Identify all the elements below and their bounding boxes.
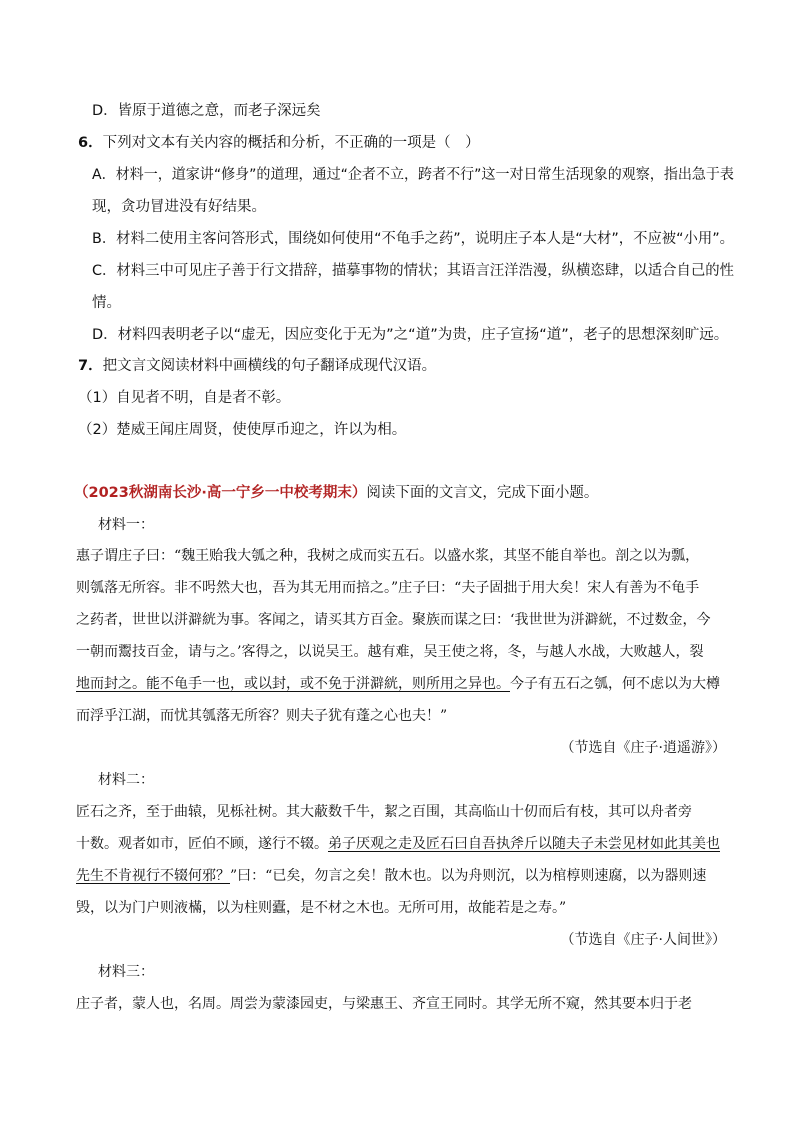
q7-item-1: （1）自见者不明，自是者不彰。 (78, 390, 291, 406)
underlined-sentence: 或以封，或不免于洴澼絖，则所用之异也。 (244, 676, 510, 692)
underlined-sentence: 先生不肯视行不辍何邪？ (76, 868, 230, 884)
q5-option-d: D．皆原于道德之意，而老子深远矣 (92, 103, 321, 119)
material-1-citation: （节选自《庄子·逍遥游》） (560, 740, 726, 756)
material-1-line: 惠子谓庄子曰：“魏王贻我大瓠之种，我树之成而实五石。以盛水浆，其坚不能自举也。剖之以为瓢， (76, 548, 700, 564)
material-3-line: 庄子者，蒙人也，名周。周尝为蒙漆园吏，与梁惠王、齐宣王同时。其学无所不窥，然其要本归于老 (76, 996, 692, 1012)
q6-option-c-line2: 情。 (92, 295, 121, 311)
material-2-title: 材料二： (98, 772, 154, 788)
material-1-line: 则瓠落无所容。非不呺然大也，吾为其无用而掊之。”庄子曰：“夫子固拙于用大矣！宋人有善为不龟手 (76, 580, 700, 596)
material-2-line: 先生不肯视行不辍何邪？”曰：“已矣，勿言之矣！散木也。以为舟则沉，以为棺椁则速腐，以为器则速 (76, 868, 707, 884)
source-close: ） (351, 485, 367, 501)
source-tag: 2023秋湖南长沙·高一宁乡一中校考期末 (88, 485, 352, 501)
q6-option-a-line1: A．材料一，道家讲“修身”的道理，通过“企者不立，跨者不行”这一对日常生活现象的观察，指出急于表 (92, 167, 734, 183)
question-7 (78, 356, 436, 376)
underlined-sentence: 弟子厌观之走及匠石曰自吾执斧斤以随夫子未尝见材如此其美也 (328, 836, 720, 852)
question-number: 6． (78, 135, 103, 151)
q6-option-c-line1: C．材料三中可见庄子善于行文措辞，描摹事物的情状；其语言汪洋浩漫，纵横恣肆，以适合自己的性 (92, 263, 734, 279)
material-1-title: 材料一： (98, 517, 154, 533)
q6-option-d: D．材料四表明老子以“虚无，因应变化于无为”之“道”为贵，庄子宣扬“道”，老子的思想深刻旷远。 (92, 327, 729, 343)
material-1-line: 一朝而鬻技百金，请与之。’客得之，以说吴王。越有难，吴王使之将，冬，与越人水战，大败越人，裂 (76, 644, 704, 660)
material-2-citation: （节选自《庄子·人间世》） (560, 932, 726, 948)
material-1-line: 之药者，世世以洴澼絖为事。客闻之，请买其方百金。聚族而谋之曰：‘我世世为洴澼絖，不过数金，今 (76, 612, 711, 628)
source-line (74, 483, 598, 503)
material-2-line: 十数。观者如市，匠伯不顾，遂行不辍。弟子厌观之走及匠石曰自吾执斧斤以随夫子未尝见材如此其美也 (76, 836, 720, 852)
material-2-line: 匠石之齐，至于曲辕，见栎社树。其大蔽数千牛，絜之百围，其高临山十仞而后有枝，其可以舟者旁 (76, 804, 692, 820)
source-instruction: 阅读下面的文言文，完成下面小题。 (366, 485, 599, 501)
question-number: 7． (78, 358, 103, 374)
material-2-line: 毁，以为门户则液樠，以为柱则蠹，是不材之木也。无所可用，故能若是之寿。” (76, 900, 567, 916)
question-stem: 把文言文阅读材料中画横线的句子翻译成现代汉语。 (102, 358, 437, 374)
question-6 (78, 133, 480, 153)
material-3-title: 材料三： (98, 964, 154, 980)
q6-option-a-line2: 现，贪功冒进没有好结果。 (92, 199, 266, 215)
q7-item-2: （2）楚威王闻庄周贤，使使厚币迎之，许以为相。 (78, 422, 407, 438)
material-1-line: 而浮乎江湖，而忧其瓠落无所容？则夫子犹有蓬之心也夫！” (76, 708, 448, 724)
material-1-line: 地而封之。能不龟手一也，或以封，或不免于洴澼絖，则所用之异也。今子有五石之瓠，何不虑以为大樽 (76, 676, 720, 692)
source-open: （ (74, 485, 89, 501)
q6-option-b: B．材料二使用主客问答形式，围绕如何使用“不龟手之药”，说明庄子本人是“大材”，不应被“小用”。 (92, 231, 734, 247)
question-stem: 下列对文本有关内容的概括和分析，不正确的一项是（ ） (102, 135, 480, 151)
underlined-sentence: 地而封之。能不龟手一也， (76, 676, 244, 692)
